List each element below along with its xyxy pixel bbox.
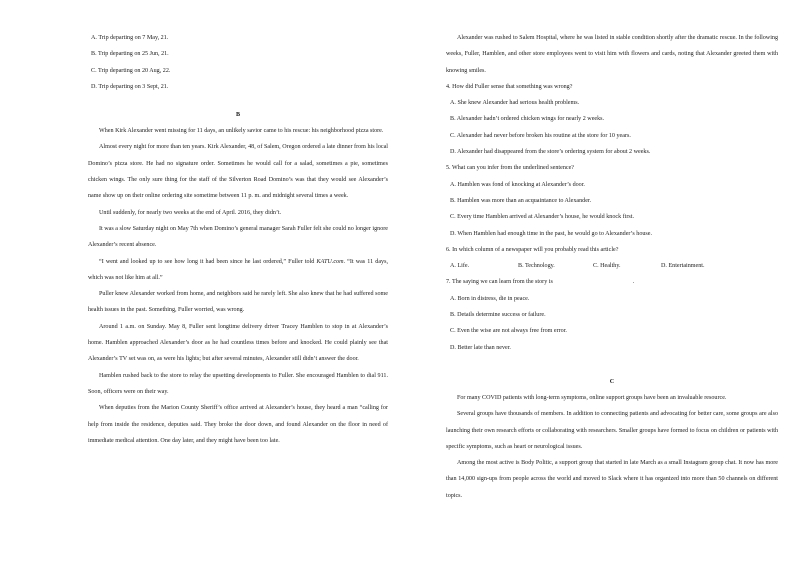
paragraph: Hamblen rushed back to the store to relay the upsetting developments to Fuller. She encouraged Hamblen to dial 911. Soon, officers were on their way.	[88, 372, 388, 395]
option-c: C. Every time Hamblen arrived at Alexander’s house, he would knock first.	[450, 214, 635, 221]
option-b: B. Hamblen was more than an acquaintance to Alexander.	[450, 197, 592, 204]
paragraph: For many COVID patients with long-term symptoms, online support groups have been an invaluable resource.	[457, 394, 727, 401]
paragraph: Among the most active is Body Politic, a support group that started in late March as a small Instagram group chat. It now has more than 14,000 sign-ups from people across the world and moved to Slack where it has organized into more than 50 channels on different topics.	[446, 460, 778, 499]
option-c: C. Healthy.	[593, 263, 621, 270]
quote-paragraph	[88, 254, 388, 287]
paragraph: Several groups have thousands of members. In addition to connecting patients and advocating for better care, some groups are also launching their own research efforts or collaborating with researchers. Smaller groups have formed to focus on children or patients with specific symptoms, such as heart or neurological issues.	[446, 411, 778, 450]
options-row	[446, 258, 778, 274]
question-6	[446, 242, 778, 275]
option-c: C. Even the wise are not always free from error.	[450, 328, 567, 335]
option-a: A. She knew Alexander had serious health problems.	[450, 100, 580, 107]
question-text	[446, 274, 778, 290]
option-a: A. Hamblen was fond of knocking at Alexander’s door.	[450, 181, 585, 188]
option-c: C. Alexander had never before broken his routine at the store for 10 years.	[450, 132, 631, 139]
question-text: 5. What can you infer from the underlined sentence?	[446, 165, 574, 172]
option-d: D. Entertainment.	[661, 263, 705, 270]
question-text-end: .	[632, 279, 635, 286]
right-column	[446, 30, 778, 504]
question-4	[446, 79, 778, 160]
paragraph: When deputies from the Marion County Sheriff’s office arrived at Alexander’s house, they heard a man “calling for help from inside the residence, deputies said. They broke the door down, and found Alexander on the floor in need of immediate medical attention. One day later, and they might have been too late.	[88, 405, 388, 444]
option-a: A. Life.	[450, 263, 470, 270]
question-text-start: 7. The saying we can learn from the story is	[446, 279, 553, 286]
quote-text-2: . “It was 11 days, which was not like him at all.”	[88, 258, 388, 281]
paragraph: It was a slow Saturday night on May 7th when Domino’s general manager Sarah Fuller felt she could no longer ignore Alexander’s recent absence.	[88, 225, 388, 249]
option-c: C. Trip departing on 20 Aug, 22.	[91, 67, 171, 74]
question-text: 6. In which column of a newspaper will you probably read this article?	[446, 246, 619, 253]
question-7	[446, 274, 778, 355]
paragraph: Puller knew Alexander worked from home, and neighbors said he rarely left. She also knew that he had suffered some health issues in the past. Something, Fuller worried, was wrong.	[88, 291, 388, 314]
paragraph: Around 1 a.m. on Sunday. May 8, Fuller sent longtime delivery driver Tracey Hamblen to stop in at Alexander’s home. Hamblen approached Alexander’s door as he had countless times before and knocked. He could plainly see that Alexander’s TV set was on, as were his lights; but after several minutes, Alexander still didn’t answer the door.	[88, 323, 388, 363]
question-5	[446, 160, 778, 241]
option-d: D. Alexander had disappeared from the store’s ordering system for about 2 weeks.	[450, 149, 651, 156]
option-d: D. When Hamblen had enough time in the past, he would go to Alexander’s house.	[450, 230, 653, 237]
section-b-title: B	[235, 112, 241, 119]
section-c-title: C	[609, 378, 615, 385]
option-b: B. Technology.	[518, 263, 555, 270]
option-b: B. Trip departing on 25 Jun, 21.	[91, 51, 169, 58]
option-a: A. Trip departing on 7 May, 21.	[91, 35, 169, 41]
question-text: 4. How did Fuller sense that something was wrong?	[446, 83, 573, 90]
option-d: D. Better late than never.	[450, 344, 511, 351]
previous-question-options	[88, 30, 388, 95]
paragraph: Almost every night for more than ten years. Kirk Alexander, 48, of Salem, Oregon ordered a late dinner from his local Domino’s pizza store. He had no signature order. Sometimes he would call for a salad, sometimes a pie, sometimes chicken wings. The only sure thing for the staff of the Silverton Road Domino’s was that they would see Alexander’s name show up on their online ordering site sometime between 11 p. m. and midnight several times a week.	[88, 144, 388, 200]
option-b: B. Alexander hadn’t ordered chicken wings for nearly 2 weeks.	[450, 116, 605, 123]
quote-source: KATU.com	[316, 258, 344, 265]
paragraph: Until suddenly, for nearly two weeks at the end of April. 2016, they didn’t.	[99, 209, 282, 216]
intro-paragraph: Alexander was rushed to Salem Hospital, where he was listed in stable condition shortly after the dramatic rescue. In the following weeks, Fuller, Hamblen, and other store employees went to visit him with flowers and cards, noting that Alexander greeted them with knowing smiles.	[446, 35, 778, 74]
option-a: A. Born in distress, die in peace.	[450, 295, 530, 302]
paragraph: When Kirk Alexander went missing for 11 days, an unlikely savior came to his rescue: his neighborhood pizza store.	[99, 128, 384, 135]
option-d: D. Trip departing on 3 Sept, 21.	[91, 83, 169, 90]
option-b: B. Details determine success or failure.	[450, 312, 546, 319]
left-column	[88, 30, 388, 449]
quote-text-1: “I went and looked up to see how long it had been since he last ordered,” Fuller told	[99, 258, 317, 265]
